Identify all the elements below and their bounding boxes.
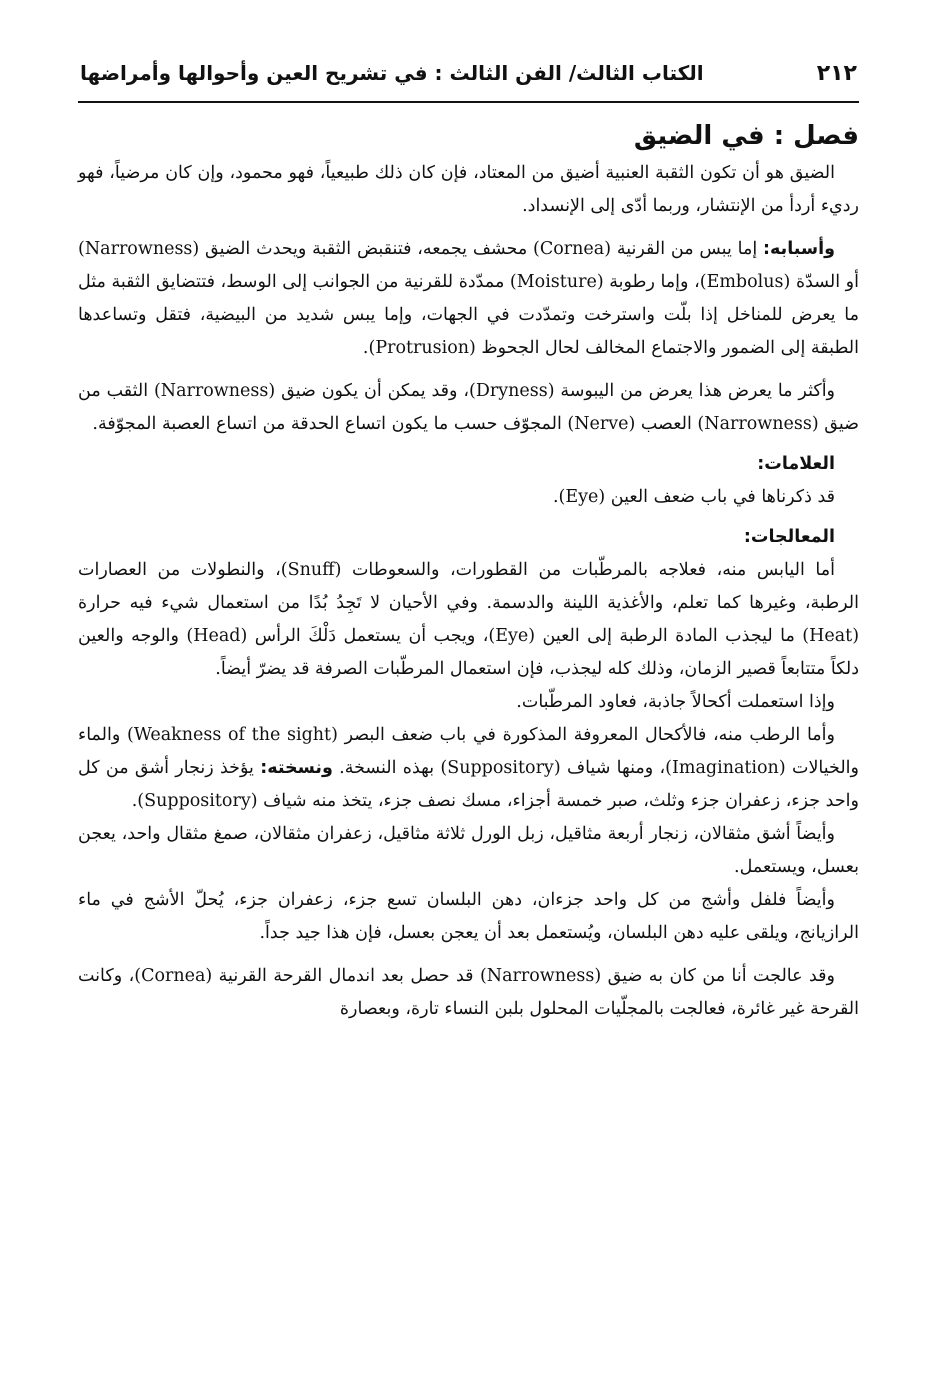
paragraph-moist-treatment <box>78 719 859 818</box>
signs-heading: العلامات: <box>757 454 835 474</box>
moist-text: وأما الرطب منه، فالأكحال المعروفة المذكورة في باب ضعف البصر (Weakness of the sight) والماء والخيالات (Imagination)، ومنها شياف (Suppository) بهذه النسخة. <box>78 725 859 778</box>
paragraph-kohl: وإذا استعملت أكحالاً جاذبة، فعاود المرطّبات. <box>516 692 835 712</box>
section-title: فصل : في الضيق <box>633 121 859 151</box>
paragraph-recipe-two: وأيضاً أشق مثقالان، زنجار أربعة مثاقيل، زبل الورل ثلاثة مثاقيل، زعفران مثقالان، صمغ مثقال واحد، يعجن بعسل، ويستعمل. <box>78 824 859 877</box>
recipe-lead: ونسخته: <box>260 758 333 778</box>
paragraph-definition: الضيق هو أن تكون الثقبة العنبية أضيق من المعتاد، فإن كان ذلك طبيعياً، فهو محمود، وإن كان مرضياً، فهو رديء أردأ من الإنتشار، وربما أدّى إلى الإنسداد. <box>78 163 859 216</box>
causes-lead: وأسبابه: <box>763 239 835 259</box>
recipe-text: يؤخذ زنجار أشق من كل واحد جزء، زعفران جزء وثلث، صبر خمسة أجزاء، مسك نصف جزء، يتخذ منه شياف (Suppository). <box>78 758 859 811</box>
paragraph-causes <box>78 233 859 365</box>
running-header <box>78 58 859 95</box>
page-number: ٢١٢ <box>816 61 857 86</box>
running-title: الكتاب الثالث/ الفن الثالث : في تشريح العين وأحوالها وأمراضها <box>80 61 704 85</box>
paragraph-dry-treatment: أما اليابس منه، فعلاجه بالمرطّبات من القطورات، والسعوطات (Snuff)، والنطولات من العصارات الرطبة، وغيرها كما تعلم، والأغذية اللينة والدسمة. وفي الأحيان لا تَجِدُ بُدًا من استعمال شيء فيه حرارة (Heat) ما ليجذب المادة الرطبة إلى العين (Eye)، ويجب أن يستعمل دَلْكَ الرأس (Head) والوجه والعين دلكاً متتابعاً قصير الزمان، وذلك كله ليجذب، فإن استعمال المرطّبات الصرفة قد يضرّ أيضاً. <box>78 560 860 679</box>
treatments-heading: المعالجات: <box>743 527 835 547</box>
paragraph-case: وقد عالجت أنا من كان به ضيق (Narrowness) قد حصل بعد اندمال القرحة القرنية (Cornea)، وكانت القرحة غير غائرة، فعالجت بالمجلّيات المحلول بلبن النساء تارة، وبعصارة <box>78 966 859 1019</box>
paragraph-dryness: وأكثر ما يعرض هذا يعرض من اليبوسة (Dryness)، وقد يمكن أن يكون ضيق (Narrowness) الثقب من ضيق (Narrowness) العصب (Nerve) المجوّف حسب ما يكون اتساع الحدقة من اتساع العصبة المجوّفة. <box>78 381 859 434</box>
paragraph-recipe-three: وأيضاً فلفل وأشج من كل واحد جزءان، دهن البلسان تسع جزء، زعفران جزء، يُحلّ الأشج في ماء الرازيانج، ويلقى عليه دهن البلسان، ويُستعمل بعد أن يعجن بعسل، فإن هذا جيد جداً. <box>78 890 859 943</box>
causes-text: إما يبس من القرنية (Cornea) محشف يجمعه، فتنقبض الثقبة ويحدث الضيق (Narrowness) أو السدّة (Embolus)، وإما رطوبة (Moisture) ممدّدة للقرنية من الجوانب إلى الوسط، فتتضايق الثقبة مثل ما يعرض للمناخل إذا بلّت واسترخت وتمدّدت في الجهات، وإما يبس شديد من البيضية، فتقل وتساعدها الطبقة إلى الضمور والاجتماع المخالف لحال الجحوظ (Protrusion). <box>78 239 859 358</box>
paragraph-signs: قد ذكرناها في باب ضعف العين (Eye). <box>552 487 835 507</box>
header-rule <box>78 101 859 103</box>
